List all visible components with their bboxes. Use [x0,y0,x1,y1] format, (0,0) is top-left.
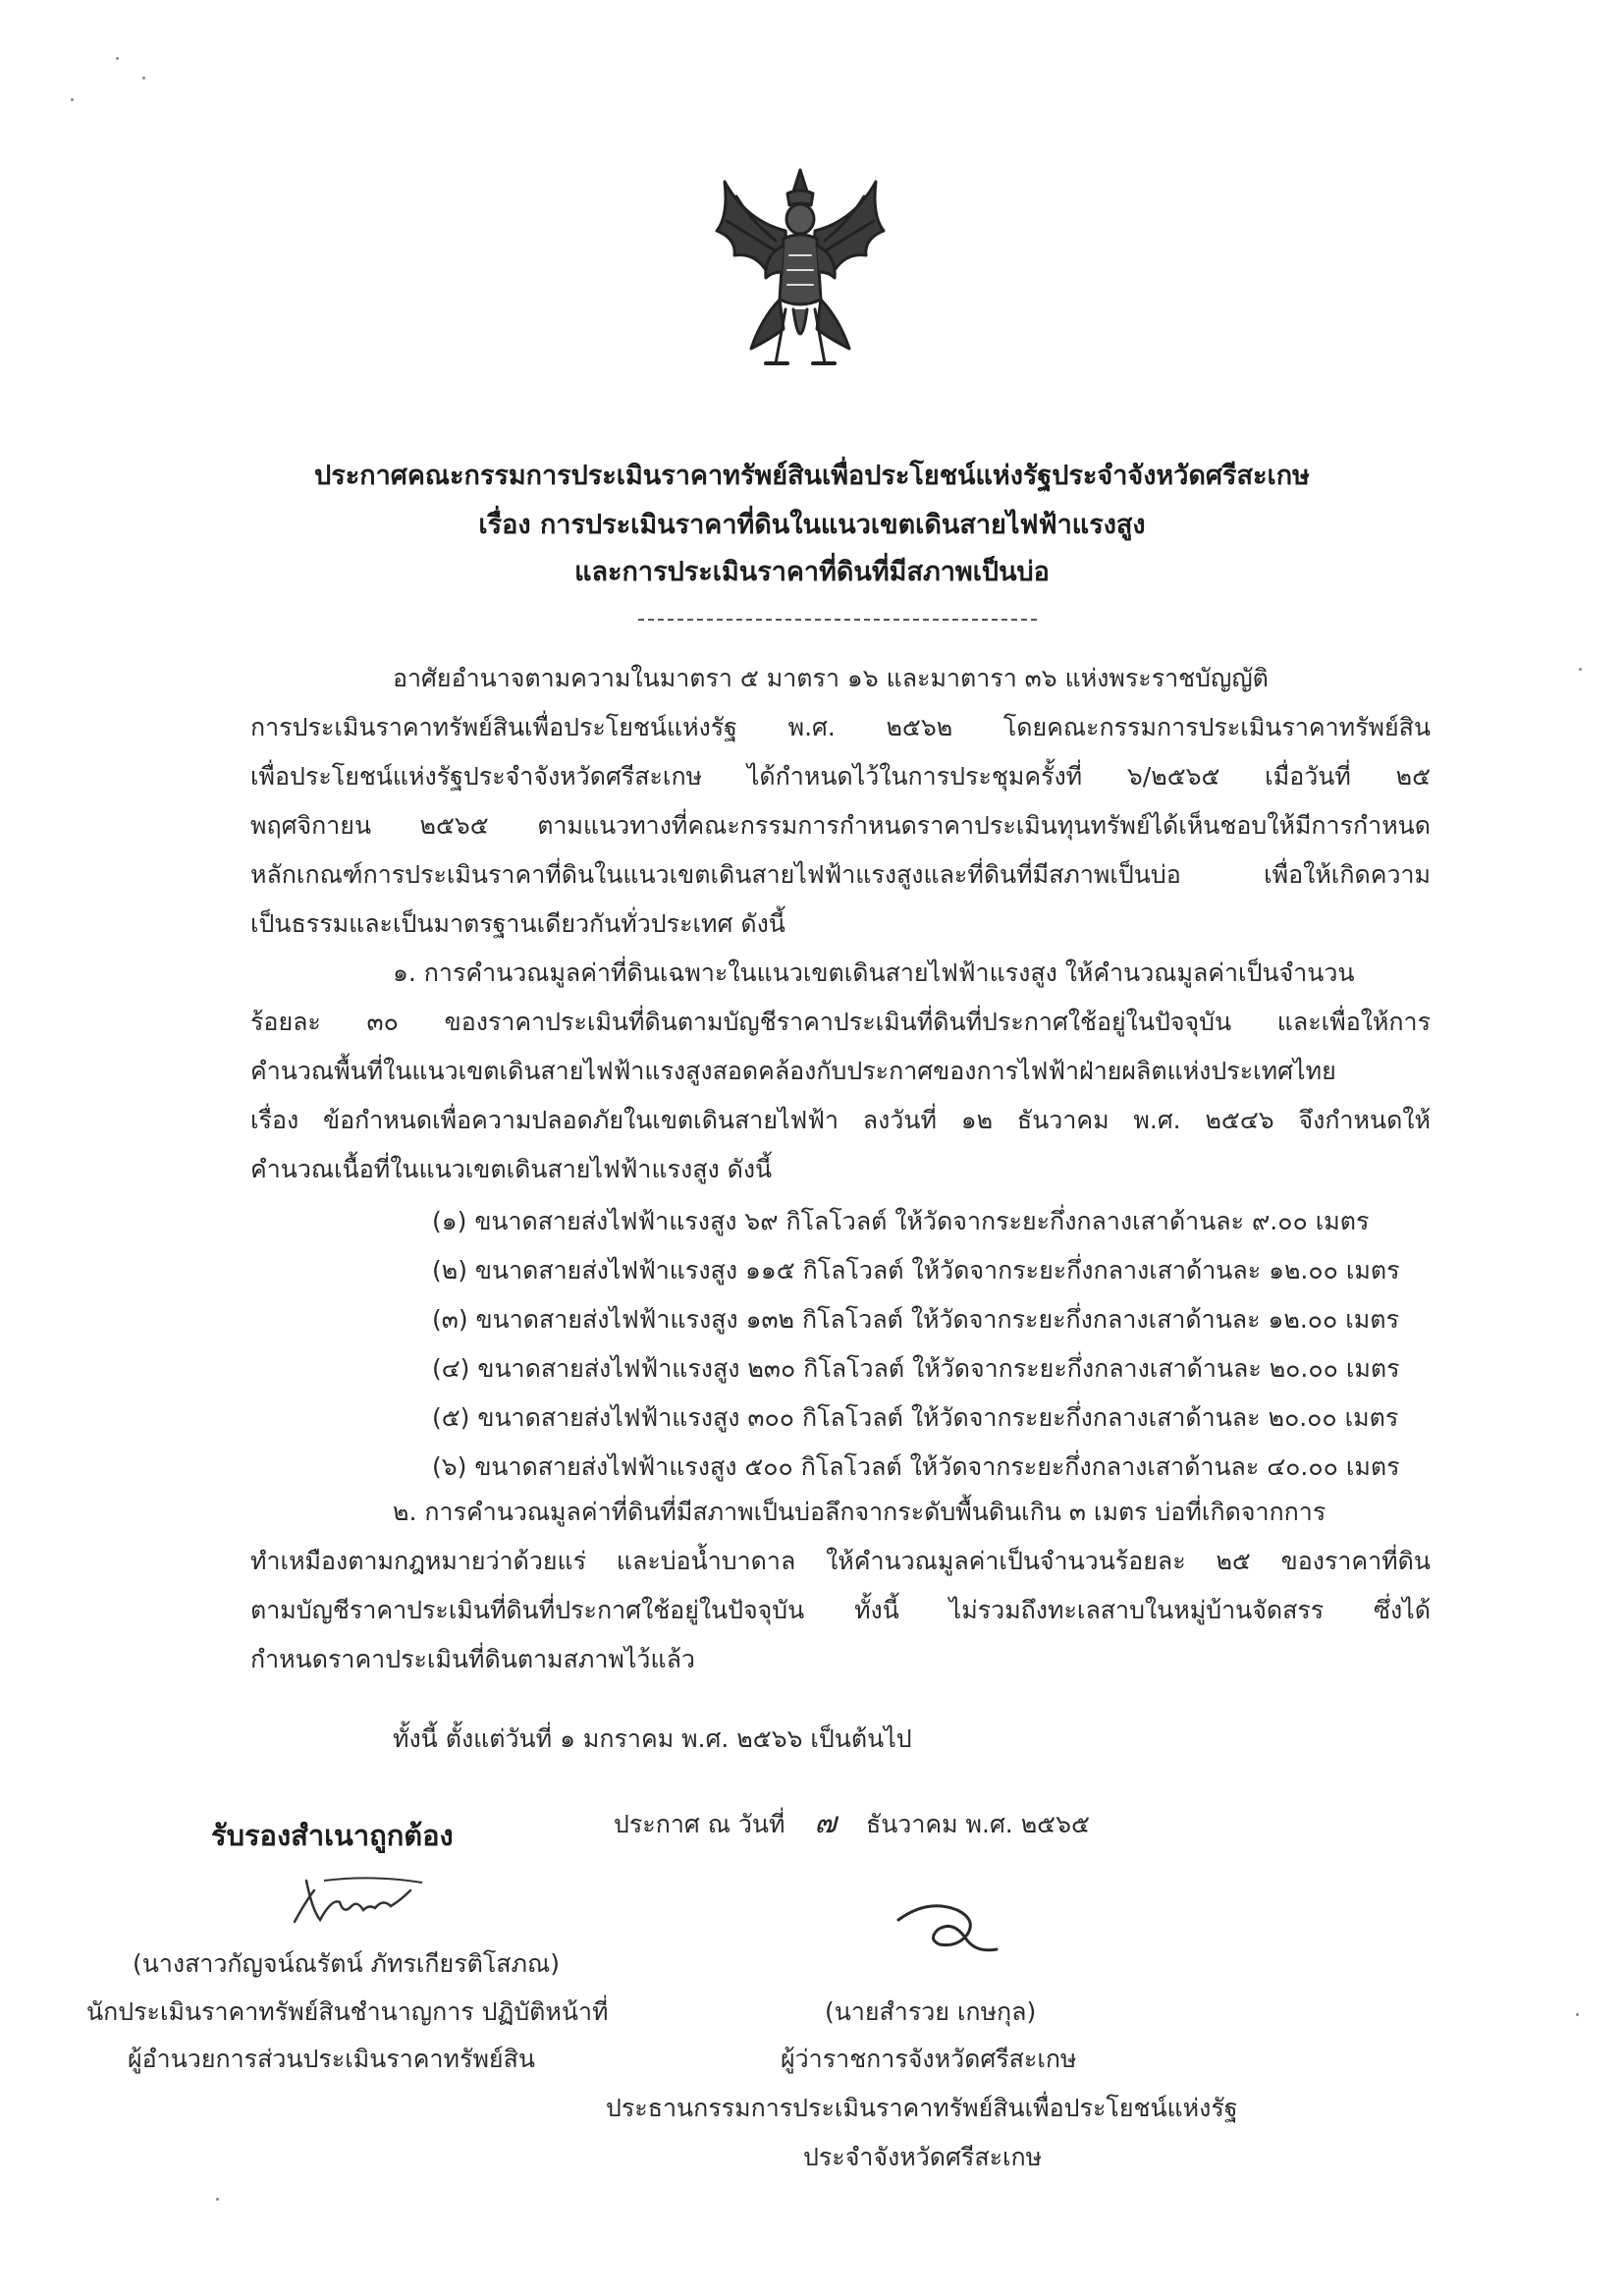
governor-signature [889,1890,1016,1969]
announcement-title: ประกาศคณะกรรมการประเมินราคาทรัพย์สินเพื่อประโยชน์แห่งรัฐประจำจังหวัดศรีสะเกษ [314,461,1310,491]
paragraph-line: ร้อยละ ๓๐ ของราคาประเมินที่ดินตามบัญชีราคาประเมินที่ดินที่ประกาศใช้อยู่ในปัจจุบัน และเพื่อให้การ [250,1008,1431,1036]
certify-label: รับรองสำเนาถูกต้อง [211,1819,454,1852]
announcement-subject: เรื่อง การประเมินราคาที่ดินในแนวเขตเดินสายไฟฟ้าแรงสูง [478,510,1146,540]
paragraph-line: ตามบัญชีราคาประเมินที่ดินที่ประกาศใช้อยู่ในปัจจุบัน ทั้งนี้ ไม่รวมถึงทะเลสาบในหมู่บ้านจัดสรร ซึ่งได้ [250,1596,1431,1624]
signer-position: ประธานกรรมการประเมินราคาทรัพย์สินเพื่อประโยชน์แห่งรัฐ [606,2094,1238,2122]
effective-date: ทั้งนี้ ตั้งแต่วันที่ ๑ มกราคม พ.ศ. ๒๕๖๖ เป็นต้นไป [393,1724,912,1753]
announce-prefix: ประกาศ ณ วันที่ [614,1810,785,1838]
certifier-signature [285,1861,442,1935]
list-item: (๕) ขนาดสายส่งไฟฟ้าแรงสูง ๓๐๐ กิโลโวลต์ ให้วัดจากระยะกึ่งกลางเสาด้านละ ๒๐.๐๐ เมตร [432,1403,1399,1432]
certifier-position: นักประเมินราคาทรัพย์สินชำนาญการ ปฏิบัติหน้าที่ [86,1997,609,2026]
certifier-name: (นางสาวกัญจน์ณรัตน์ ภัทรเกียรติโสภณ) [133,1949,560,1978]
announce-day: ๗ [814,1806,837,1840]
paragraph-line: เพื่อประโยชน์แห่งรัฐประจำจังหวัดศรีสะเกษ ได้กำหนดไว้ในการประชุมครั้งที่ ๖/๒๕๖๕ เมื่อวันที่ ๒๕ [250,762,1431,791]
list-item: (๓) ขนาดสายส่งไฟฟ้าแรงสูง ๑๓๒ กิโลโวลต์ ให้วัดจากระยะกึ่งกลางเสาด้านละ ๑๒.๐๐ เมตร [432,1305,1399,1334]
paragraph-line: ทำเหมืองตามกฎหมายว่าด้วยแร่ และบ่อน้ำบาดาล ให้คำนวณมูลค่าเป็นจำนวนร้อยละ ๒๕ ของราคาที่ดิน [250,1547,1431,1575]
list-item: (๖) ขนาดสายส่งไฟฟ้าแรงสูง ๕๐๐ กิโลโวลต์ ให้วัดจากระยะกึ่งกลางเสาด้านละ ๔๐.๐๐ เมตร [432,1452,1400,1481]
certifier-position: ผู้อำนวยการส่วนประเมินราคาทรัพย์สิน [128,2045,535,2073]
paragraph-line: พฤศจิกายน ๒๕๖๕ ตามแนวทางที่คณะกรรมการกำหนดราคาประเมินทุนทรัพย์ได้เห็นชอบให้มีการกำหนด [250,811,1431,840]
scan-speck [71,98,74,101]
paragraph-line: คำนวณพื้นที่ในแนวเขตเดินสายไฟฟ้าแรงสูงสอดคล้องกับประกาศของการไฟฟ้าฝ่ายผลิตแห่งประเทศไทย [250,1057,1336,1085]
paragraph-line: คำนวณเนื้อที่ในแนวเขตเดินสายไฟฟ้าแรงสูง ดังนี้ [250,1155,773,1183]
list-item: (๒) ขนาดสายส่งไฟฟ้าแรงสูง ๑๑๕ กิโลโวลต์ ให้วัดจากระยะกึ่งกลางเสาด้านละ ๑๒.๐๐ เมตร [432,1256,1400,1285]
announce-date [614,1806,1090,1840]
paragraph-line: การประเมินราคาทรัพย์สินเพื่อประโยชน์แห่งรัฐ พ.ศ. ๒๕๖๒ โดยคณะกรรมการประเมินราคาทรัพย์สิน [250,713,1431,741]
paragraph-line: อาศัยอำนาจตามความในมาตรา ๕ มาตรา ๑๖ และมาตารา ๓๖ แห่งพระราชบัญญัติ [393,664,1269,692]
scan-speck [1576,2013,1579,2016]
paragraph-line: เป็นธรรมและเป็นมาตรฐานเดียวกันทั่วประเทศ ดังนี้ [250,909,785,938]
list-item: (๔) ขนาดสายส่งไฟฟ้าแรงสูง ๒๓๐ กิโลโวลต์ ให้วัดจากระยะกึ่งกลางเสาด้านละ ๒๐.๐๐ เมตร [432,1354,1400,1383]
signer-position: ผู้ว่าราชการจังหวัดศรีสะเกษ [781,2045,1077,2073]
list-item: (๑) ขนาดสายส่งไฟฟ้าแรงสูง ๖๙ กิโลโวลต์ ให้วัดจากระยะกึ่งกลางเสาด้านละ ๙.๐๐ เมตร [432,1207,1370,1235]
title-divider [638,619,1037,621]
paragraph-line: ๑. การคำนวณมูลค่าที่ดินเฉพาะในแนวเขตเดินสายไฟฟ้าแรงสูง ให้คำนวณมูลค่าเป็นจำนวน [393,958,1355,987]
paragraph-line: หลักเกณฑ์การประเมินราคาที่ดินในแนวเขตเดินสายไฟฟ้าแรงสูงและที่ดินที่มีสภาพเป็นบ่อ เพื่อให้เกิดความ [250,860,1431,889]
signer-name: (นายสำรวย เกษกุล) [825,1997,1037,2026]
scan-speck [142,77,145,80]
signer-position: ประจำจังหวัดศรีสะเกษ [803,2143,1043,2171]
paragraph-line: ๒. การคำนวณมูลค่าที่ดินที่มีสภาพเป็นบ่อลึกจากระดับพื้นดินเกิน ๓ เมตร บ่อที่เกิดจากการ [393,1498,1326,1526]
garuda-emblem-icon [707,162,893,378]
announcement-subject-cont: และการประเมินราคาที่ดินที่มีสภาพเป็นบ่อ [574,557,1050,587]
paragraph-line: กำหนดราคาประเมินที่ดินตามสภาพไว้แล้ว [250,1645,695,1673]
scan-speck [1579,668,1582,671]
announce-suffix: ธันวาคม พ.ศ. ๒๕๖๕ [865,1810,1090,1838]
scan-speck [116,57,119,60]
scan-speck [216,2198,219,2201]
paragraph-line: เรื่อง ข้อกำหนดเพื่อความปลอดภัยในเขตเดินสายไฟฟ้า ลงวันที่ ๑๒ ธันวาคม พ.ศ. ๒๕๔๖ จึงกำหนดให้ [250,1106,1431,1134]
